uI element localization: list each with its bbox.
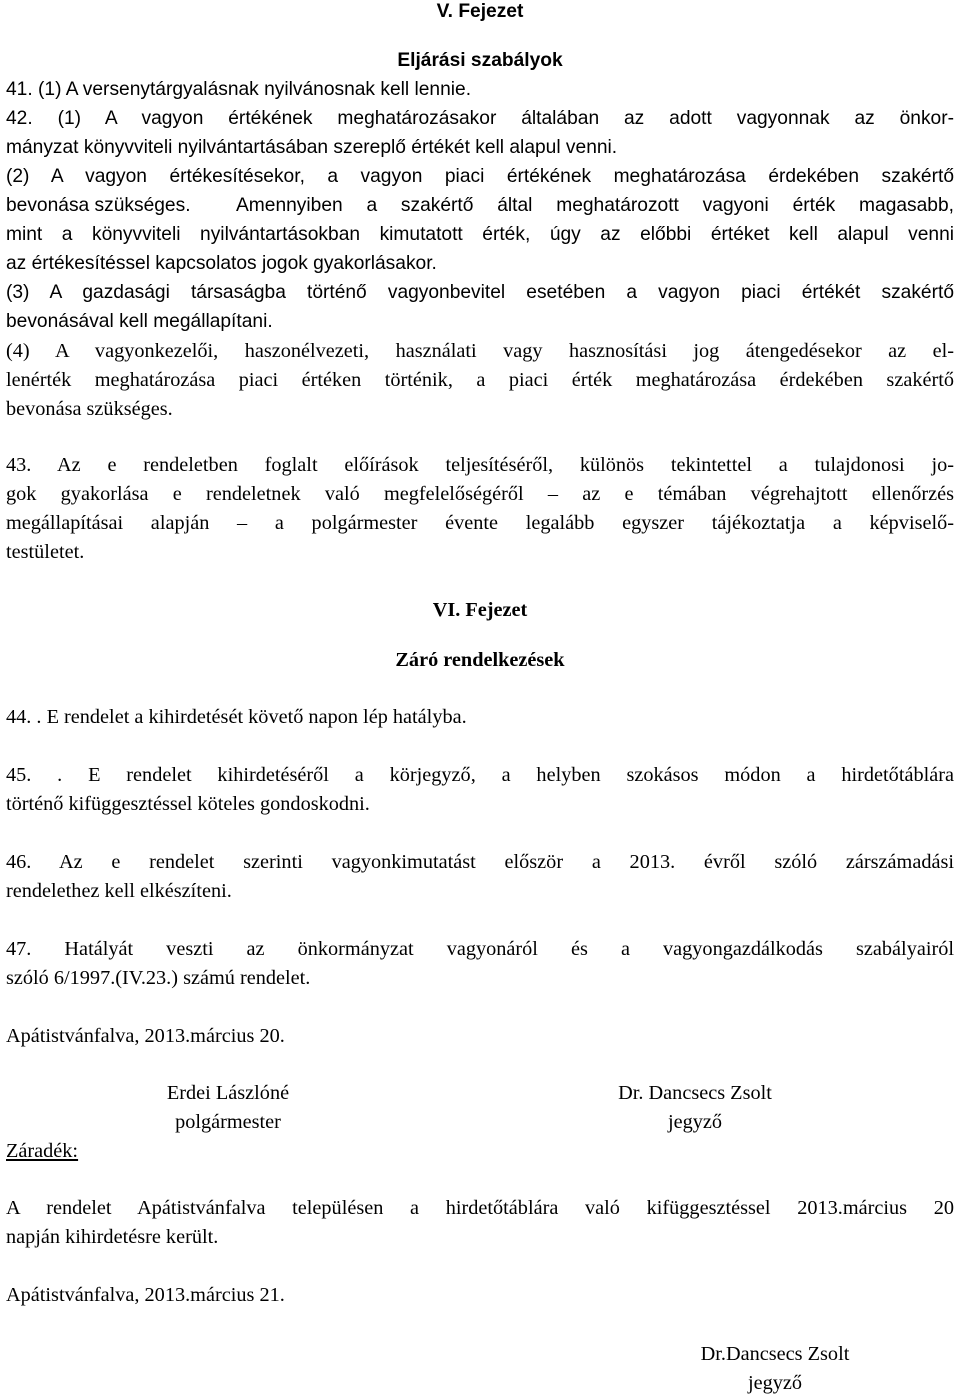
paragraph-43-line-1: 43. Az e rendeletben foglalt előírások teljesítéséről, különös tekintettel a tulajdonosi jo- xyxy=(6,454,954,476)
paragraph-42-3-line-2: bevonásával kell megállapítani. xyxy=(6,311,273,332)
paragraph-46-line-1: 46. Az e rendelet szerinti vagyonkimutatást először a 2013. évről szóló zárszámadási xyxy=(6,851,954,873)
paragraph-42-2-continuation-line-3: az értékesítéssel kapcsolatos jogok gyakorlásakor. xyxy=(6,253,437,274)
paragraph-46-line-2: rendelethez kell elkészíteni. xyxy=(6,880,232,902)
signature-right-title: jegyző xyxy=(667,1111,723,1133)
paragraph-42-4-line-3: bevonása szükséges. xyxy=(6,398,173,420)
paragraph-42-2-continuation-line-2: mint a könyvviteli nyilvántartásokban kimutatott érték, úgy az előbbi értéket kell alapul venni xyxy=(6,224,954,245)
paragraph-42-4-line-2: lenérték meghatározása piaci értéken történik, a piaci érték meghatározása érdekében szakértő xyxy=(6,369,954,391)
chapter-5-title: V. Fejezet xyxy=(436,1,524,22)
chapter-6-section-title: Záró rendelkezések xyxy=(395,649,565,671)
place-date-2: Apátistvánfalva, 2013.március 21. xyxy=(6,1284,285,1306)
paragraph-43-line-2: gok gyakorlása e rendeletnek való megfelelőségéről – az e témában végrehajtott ellenőrzés xyxy=(6,483,954,505)
paragraph-47-line-2: szóló 6/1997.(IV.23.) számú rendelet. xyxy=(6,967,311,989)
final-signature-title: jegyző xyxy=(747,1372,803,1394)
final-signature-name: Dr.Dancsecs Zsolt xyxy=(700,1343,850,1365)
paragraph-42-2-continuation-line-1: Amennyiben a szakértő által meghatározott vagyoni érték magasabb, xyxy=(236,195,954,216)
paragraph-47-line-1: 47. Hatályát veszti az önkormányzat vagyonáról és a vagyongazdálkodás szabályairól xyxy=(6,938,954,960)
paragraph-43-line-4: testületet. xyxy=(6,541,85,563)
place-date-1: Apátistvánfalva, 2013.március 20. xyxy=(6,1025,285,1047)
signature-right-name: Dr. Dancsecs Zsolt xyxy=(618,1082,772,1104)
clause-text-line-2: napján kihirdetésre került. xyxy=(6,1226,219,1248)
paragraph-42-2-line-2: bevonása szükséges. xyxy=(6,195,191,216)
paragraph-43-line-3: megállapításai alapján – a polgármester évente legalább egyszer tájékoztatja a képviselő- xyxy=(6,512,954,534)
clause-text-line-1: A rendelet Apátistvánfalva településen a hirdetőtáblára való kifüggesztéssel 2013.március 20 xyxy=(6,1197,954,1219)
paragraph-42-2-line-1: (2) A vagyon értékesítésekor, a vagyon piaci értékének meghatározása érdekében szakértő xyxy=(6,166,954,187)
chapter-5-section-title: Eljárási szabályok xyxy=(397,50,563,71)
paragraph-42-1-line-1: 42. (1) A vagyon értékének meghatározásakor általában az adott vagyonnak az önkor- xyxy=(6,108,954,129)
paragraph-44: 44. . E rendelet a kihirdetését követő napon lép hatályba. xyxy=(6,706,467,728)
paragraph-41: 41. (1) A versenytárgyalásnak nyilvánosnak kell lennie. xyxy=(6,79,472,100)
signature-left-name: Erdei Lászlóné xyxy=(166,1082,290,1104)
signature-left-title: polgármester xyxy=(175,1111,281,1133)
chapter-6-title: VI. Fejezet xyxy=(432,599,528,621)
paragraph-42-1-line-2: mányzat könyvviteli nyilvántartásában szereplő értékét kell alapul venni. xyxy=(6,137,618,158)
paragraph-45-line-2: történő kifüggesztéssel köteles gondoskodni. xyxy=(6,793,370,815)
paragraph-42-3-line-1: (3) A gazdasági társaságba történő vagyonbevitel esetében a vagyon piaci értékét szakértő xyxy=(6,282,954,303)
paragraph-45-line-1: 45. . E rendelet kihirdetéséről a körjegyző, a helyben szokásos módon a hirdetőtáblára xyxy=(6,764,954,786)
paragraph-42-4-line-1: (4) A vagyonkezelői, haszonélvezeti, használati vagy hasznosítási jog átengedésekor az el- xyxy=(6,340,954,362)
clause-label: Záradék: xyxy=(6,1140,79,1162)
